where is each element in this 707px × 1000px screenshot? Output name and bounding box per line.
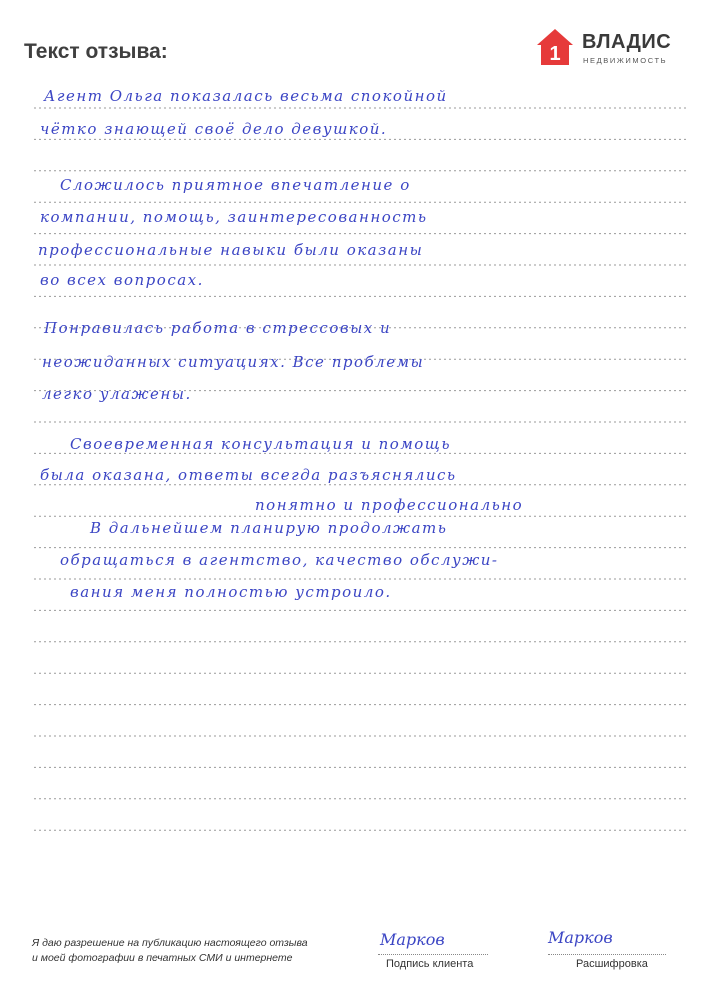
publication-consent <box>32 936 372 966</box>
review-line: легко улажены. <box>42 385 192 403</box>
review-line: Понравилась работа в стрессовых и <box>44 319 392 337</box>
consent-line: и моей фотографии в печатных СМИ и интернете <box>32 952 293 964</box>
review-line: была оказана, ответы всегда разъяснялись <box>40 466 457 484</box>
svg-text:1: 1 <box>549 43 561 65</box>
decoding-value: Марков <box>548 928 613 947</box>
signature-line <box>378 954 488 955</box>
review-line: во всех вопросах. <box>40 271 204 289</box>
review-line: вания меня полностью устроило. <box>70 583 392 601</box>
review-line: компании, помощь, заинтересованность <box>40 208 428 226</box>
review-line: неожиданных ситуациях. Все проблемы <box>42 353 425 371</box>
review-line: В дальнейшем планирую продолжать <box>90 519 448 537</box>
review-line: обращаться в агентство, качество обслужи- <box>60 551 499 569</box>
review-line: понятно и профессионально <box>255 496 524 514</box>
review-line: Сложилось приятное впечатление о <box>60 176 411 194</box>
logo-subtitle: НЕДВИЖИМОСТЬ <box>583 56 668 65</box>
review-line: профессиональные навыки были оказаны <box>38 241 424 259</box>
review-line: Агент Ольга показалась весьма спокойной <box>44 87 448 105</box>
consent-line: Я даю разрешение на публикацию настоящего отзыва <box>32 937 308 949</box>
review-line: чётко знающей своё дело девушкой. <box>40 120 388 138</box>
decoding-caption: Расшифровка <box>576 958 648 970</box>
logo-name: ВЛАДИС <box>582 31 672 53</box>
review-line: Своевременная консультация и помощь <box>70 435 451 453</box>
page-title: Текст отзыва: <box>24 40 168 63</box>
decoding-line <box>548 954 666 955</box>
signature-caption: Подпись клиента <box>386 958 474 970</box>
client-signature: Марков <box>380 930 445 949</box>
